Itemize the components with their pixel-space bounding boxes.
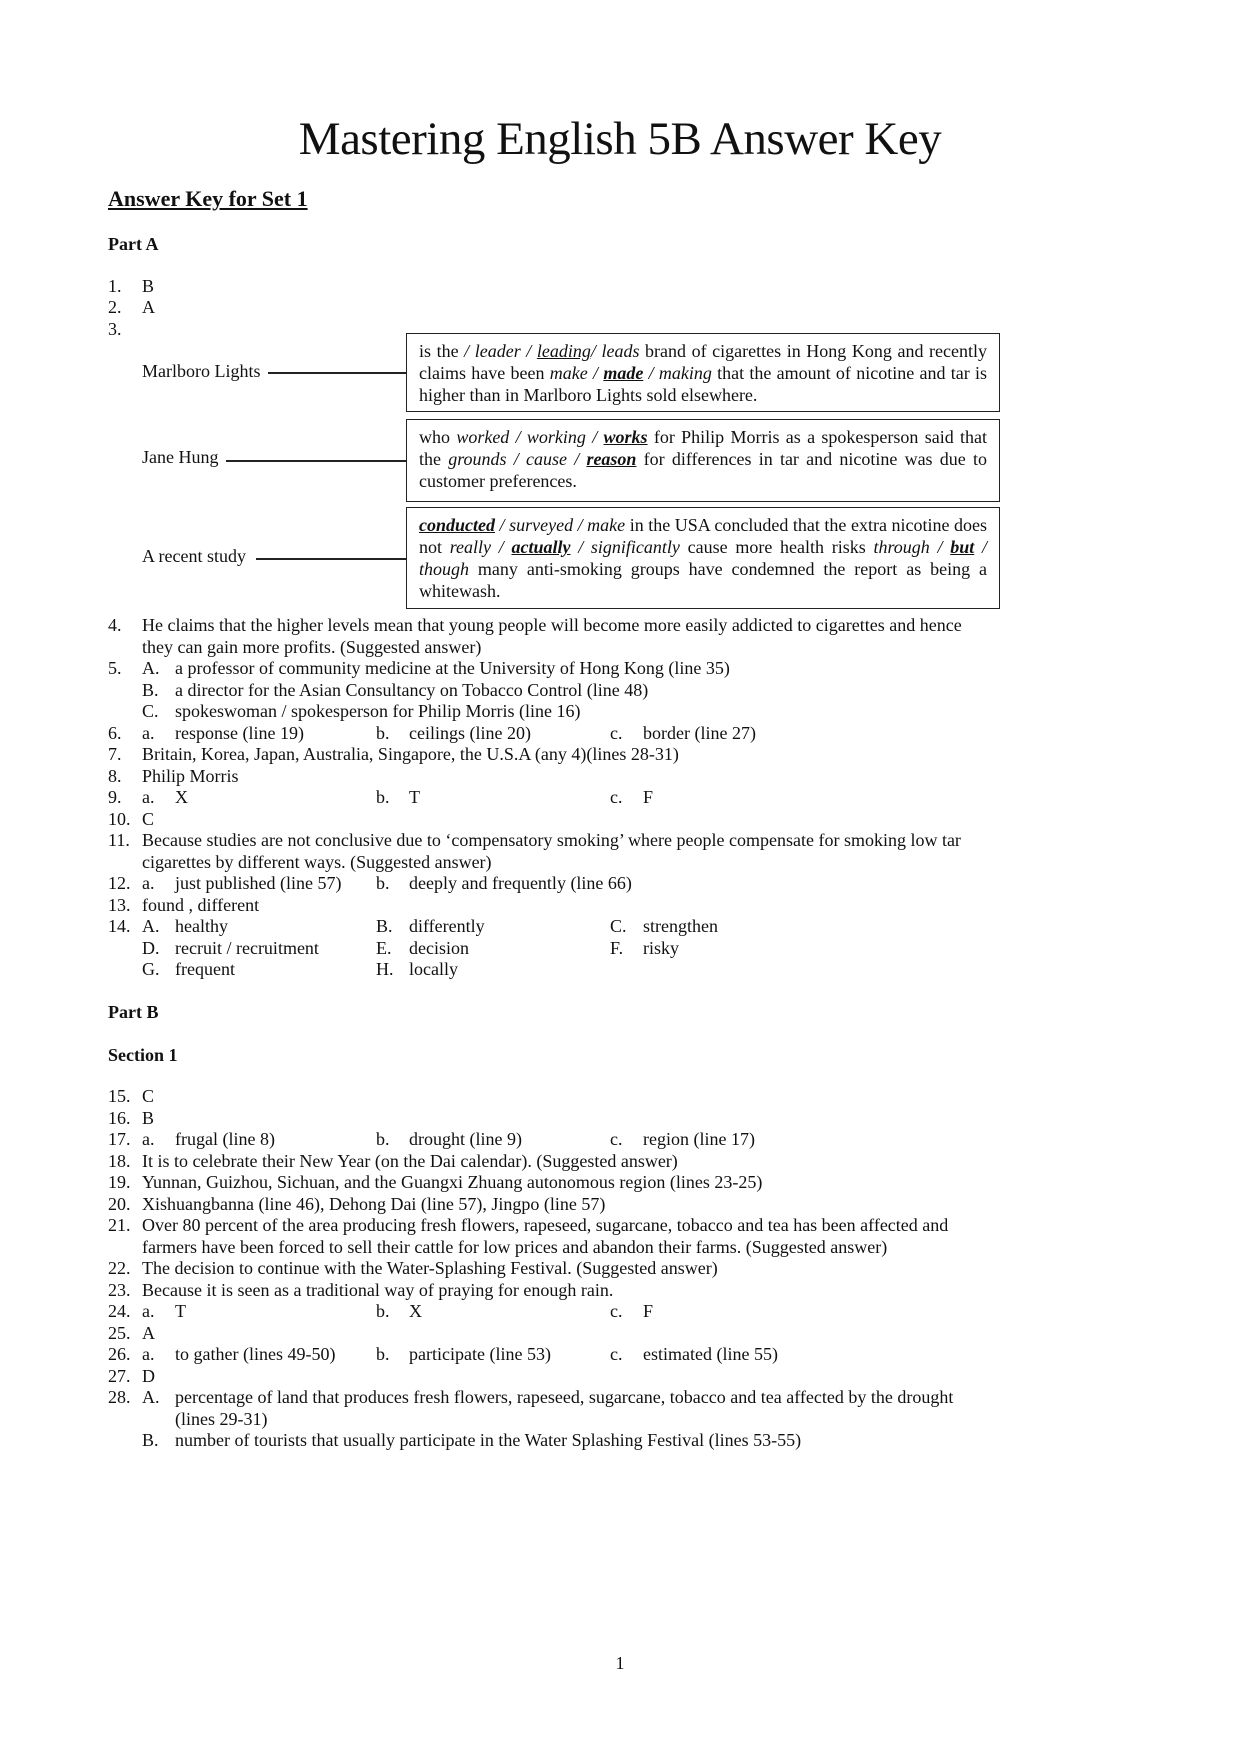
q9-a-label: a. [142, 787, 155, 807]
option-text: grounds / cause / [448, 449, 587, 469]
body-text: that the amount of nicotine and tar is higher than in Marlboro Lights sold elsewhere. [419, 363, 987, 405]
q24-b-answer: X [409, 1301, 422, 1321]
q24-c-label: c. [610, 1301, 623, 1321]
q16-number: 16. [108, 1108, 131, 1128]
q14-F-answer: risky [643, 938, 679, 958]
option-text: / leads [590, 341, 640, 361]
q11-answer-line1: Because studies are not conclusive due to ‘compensatory smoking’ where people compensate for smoking low tar [142, 830, 961, 850]
q8-number: 8. [108, 766, 122, 786]
q6-a-answer: response (line 19) [175, 723, 304, 743]
q20-number: 20. [108, 1194, 131, 1214]
body-text: is the [419, 341, 465, 361]
q6-b-label: b. [376, 723, 390, 743]
q3-answer-box [406, 419, 1000, 502]
q6-c-label: c. [610, 723, 623, 743]
q14-B-answer: differently [409, 916, 485, 936]
q13-number: 13. [108, 895, 131, 915]
q12-b-label: b. [376, 873, 390, 893]
q14-number: 14. [108, 916, 131, 936]
option-text: really / [449, 537, 512, 557]
q3-answer-text [419, 427, 987, 491]
q17-c-answer: region (line 17) [643, 1129, 755, 1149]
q17-number: 17. [108, 1129, 131, 1149]
q7-answer: Britain, Korea, Japan, Australia, Singapore, the U.S.A (any 4)(lines 28-31) [142, 744, 679, 764]
q1-number: 1. [108, 276, 122, 296]
q3-connector-line [256, 558, 406, 560]
q24-a-label: a. [142, 1301, 155, 1321]
option-text: worked / working / [456, 427, 604, 447]
q17-a-label: a. [142, 1129, 155, 1149]
q9-a-answer: X [175, 787, 188, 807]
q21-answer-line2: farmers have been forced to sell their cattle for low prices and abandon their farms. (Suggested answer) [142, 1237, 888, 1257]
q3-number: 3. [108, 319, 122, 339]
q24-c-answer: F [643, 1301, 654, 1321]
q18-answer: It is to celebrate their New Year (on the Dai calendar). (Suggested answer) [142, 1151, 678, 1171]
q3-label-marlboro: Marlboro Lights [142, 361, 261, 381]
q7-number: 7. [108, 744, 122, 764]
q26-a-answer: to gather (lines 49-50) [175, 1344, 336, 1364]
q26-a-label: a. [142, 1344, 155, 1364]
q4-number: 4. [108, 615, 122, 635]
q14-A-answer: healthy [175, 916, 228, 936]
q17-b-label: b. [376, 1129, 390, 1149]
q6-a-label: a. [142, 723, 155, 743]
q12-a-answer: just published (line 57) [175, 873, 342, 893]
q10-answer: C [142, 809, 155, 829]
page-number: 1 [615, 1653, 625, 1673]
option-text: make / [549, 363, 604, 383]
q28-A-answer-line2: (lines 29-31) [175, 1409, 268, 1429]
q5-a-label: A. [142, 658, 160, 678]
part-a-heading: Part A [108, 234, 159, 254]
q11-answer-line2: cigarettes by different ways. (Suggested answer) [142, 852, 492, 872]
body-text: many anti-smoking groups have condemned the report as being a whitewash. [419, 559, 987, 601]
q3-answer-box [406, 507, 1000, 609]
q5-c-answer: spokeswoman / spokesperson for Philip Morris (line 16) [175, 701, 581, 721]
q12-number: 12. [108, 873, 131, 893]
q9-c-label: c. [610, 787, 623, 807]
q14-H-label: H. [376, 959, 394, 979]
q14-A-label: A. [142, 916, 160, 936]
body-text: in the USA concluded that the extra nicotine does not [419, 515, 988, 557]
q26-b-label: b. [376, 1344, 390, 1364]
q15-answer: C [142, 1086, 155, 1106]
q3-label-recent-study: A recent study [142, 546, 246, 566]
q9-number: 9. [108, 787, 122, 807]
option-text: / leader / [464, 341, 537, 361]
option-text: through / [873, 537, 951, 557]
page-title: Mastering English 5B Answer Key [298, 113, 942, 165]
q28-number: 28. [108, 1387, 131, 1407]
q21-answer-line1: Over 80 percent of the area producing fresh flowers, rapeseed, sugarcane, tobacco and tea has been affected and [142, 1215, 949, 1235]
body-text: for differences in tar and nicotine was due to customer preferences. [419, 449, 987, 491]
q26-c-label: c. [610, 1344, 623, 1364]
q24-a-answer: T [175, 1301, 186, 1321]
q23-number: 23. [108, 1280, 131, 1300]
q26-b-answer: participate (line 53) [409, 1344, 551, 1364]
q4-answer-line2: they can gain more profits. (Suggested answer) [142, 637, 482, 657]
q5-a-answer: a professor of community medicine at the University of Hong Kong (line 35) [175, 658, 730, 678]
q5-number: 5. [108, 658, 122, 678]
q13-answer: found , different [142, 895, 260, 915]
correct-answer: works [603, 427, 648, 447]
q17-b-answer: drought (line 9) [409, 1129, 522, 1149]
q17-a-answer: frugal (line 8) [175, 1129, 275, 1149]
q24-b-label: b. [376, 1301, 390, 1321]
correct-answer: conducted [419, 515, 495, 535]
q8-answer: Philip Morris [142, 766, 239, 786]
q14-B-label: B. [376, 916, 393, 936]
body-text: for Philip Morris as a spokesperson said that the [419, 427, 987, 469]
correct-answer: made [603, 363, 644, 383]
option-text: / surveyed / make [495, 515, 626, 535]
q1-answer: B [142, 276, 155, 296]
q5-b-label: B. [142, 680, 159, 700]
set-heading: Answer Key for Set 1 [108, 186, 308, 211]
q3-answer-box [406, 333, 1000, 412]
q20-answer: Xishuangbanna (line 46), Dehong Dai (line 57), Jingpo (line 57) [142, 1194, 606, 1214]
q14-G-label: G. [142, 959, 160, 979]
option-text: / though [419, 537, 987, 579]
q5-c-label: C. [142, 701, 159, 721]
q17-c-label: c. [610, 1129, 623, 1149]
q14-H-answer: locally [409, 959, 458, 979]
q18-number: 18. [108, 1151, 131, 1171]
correct-answer: actually [511, 537, 571, 557]
q25-number: 25. [108, 1323, 131, 1343]
q22-number: 22. [108, 1258, 131, 1278]
q14-E-answer: decision [409, 938, 469, 958]
q3-connector-line [226, 460, 406, 462]
q28-B-answer: number of tourists that usually participate in the Water Splashing Festival (lines 53-55) [175, 1430, 802, 1450]
q5-b-answer: a director for the Asian Consultancy on Tobacco Control (line 48) [175, 680, 649, 700]
q26-c-answer: estimated (line 55) [643, 1344, 778, 1364]
q14-E-label: E. [376, 938, 392, 958]
q3-answer-text [419, 341, 987, 405]
q3-connector-line [268, 372, 406, 374]
q4-answer-line1: He claims that the higher levels mean that young people will become more easily addicted to cigarettes and hence [142, 615, 962, 635]
q27-number: 27. [108, 1366, 131, 1386]
q14-D-label: D. [142, 938, 160, 958]
section-1-heading: Section 1 [108, 1045, 178, 1065]
q6-b-answer: ceilings (line 20) [409, 723, 531, 743]
q12-b-answer: deeply and frequently (line 66) [409, 873, 632, 893]
q11-number: 11. [108, 830, 130, 850]
q9-b-answer: T [409, 787, 420, 807]
q19-number: 19. [108, 1172, 131, 1192]
q27-answer: D [142, 1366, 155, 1386]
q6-number: 6. [108, 723, 122, 743]
body-text: brand of cigarettes in Hong Kong and recently claims have been [419, 341, 987, 383]
q25-answer: A [142, 1323, 155, 1343]
q9-c-answer: F [643, 787, 654, 807]
correct-answer: leading [536, 341, 591, 361]
q24-number: 24. [108, 1301, 131, 1321]
q14-G-answer: frequent [175, 959, 235, 979]
q3-label-jane-hung: Jane Hung [142, 447, 219, 467]
q28-A-answer-line1: percentage of land that produces fresh flowers, rapeseed, sugarcane, tobacco and tea affected by the drought [175, 1387, 954, 1407]
correct-answer: reason [586, 449, 637, 469]
q16-answer: B [142, 1108, 155, 1128]
q15-number: 15. [108, 1086, 131, 1106]
q26-number: 26. [108, 1344, 131, 1364]
q22-answer: The decision to continue with the Water-Splashing Festival. (Suggested answer) [142, 1258, 718, 1278]
q21-number: 21. [108, 1215, 131, 1235]
option-text: / significantly [570, 537, 680, 557]
q14-D-answer: recruit / recruitment [175, 938, 319, 958]
body-text: who [419, 427, 457, 447]
q10-number: 10. [108, 809, 131, 829]
q28-B-label: B. [142, 1430, 159, 1450]
q12-a-label: a. [142, 873, 155, 893]
correct-answer: but [950, 537, 975, 557]
option-text: / making [643, 363, 712, 383]
q2-number: 2. [108, 297, 122, 317]
q14-F-label: F. [610, 938, 624, 958]
body-text: cause more health risks [679, 537, 874, 557]
q2-answer: A [142, 297, 155, 317]
q6-c-answer: border (line 27) [643, 723, 756, 743]
part-b-heading: Part B [108, 1002, 159, 1022]
q14-C-answer: strengthen [643, 916, 718, 936]
q23-answer: Because it is seen as a traditional way of praying for enough rain. [142, 1280, 614, 1300]
q9-b-label: b. [376, 787, 390, 807]
q28-A-label: A. [142, 1387, 160, 1407]
q19-answer: Yunnan, Guizhou, Sichuan, and the Guangxi Zhuang autonomous region (lines 23-25) [142, 1172, 763, 1192]
q3-answer-text [419, 515, 987, 601]
q14-C-label: C. [610, 916, 627, 936]
